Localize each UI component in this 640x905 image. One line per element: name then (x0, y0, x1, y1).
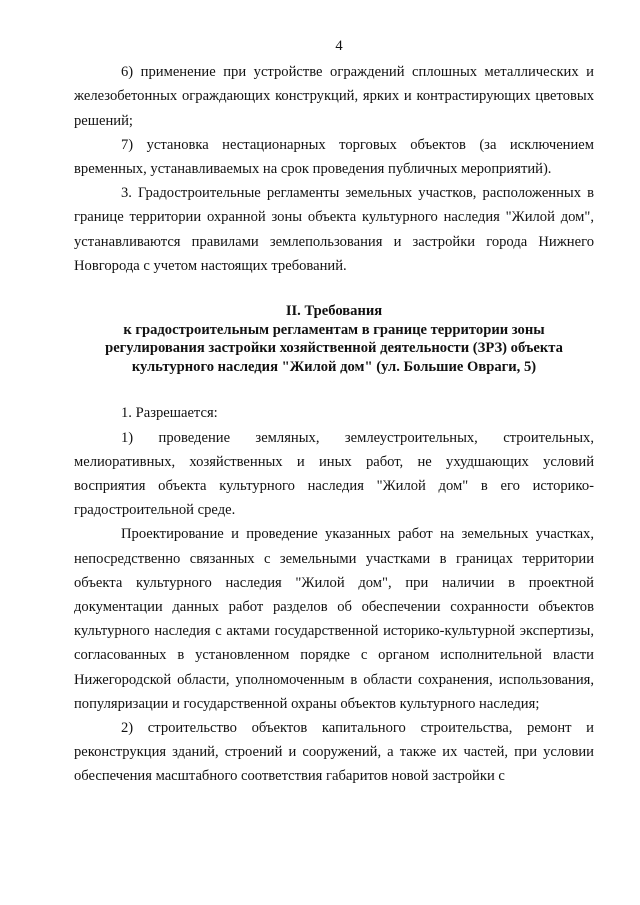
paragraph-item-2: 2) строительство объектов капитального строительства, ремонт и реконструкция зданий, строений и сооружений, а также их частей, при условии обеспечения масштабного соответствия габаритов новой застройки с (74, 720, 594, 785)
paragraph-clause-3: 3. Градостроительные регламенты земельных участков, расположенных в границе территории охранной зоны объекта культурного наследия "Жилой дом", устанавливаются правилами землепользования и застройки города Нижнего Новгорода с учетом настоящих требований. (74, 185, 594, 274)
paragraph-permitted: 1. Разрешается: (121, 405, 218, 422)
paragraph-item-6: 6) применение при устройстве ограждений сплошных металлических и железобетонных ограждающих конструкций, ярких и контрастирующих цветовых решений; (74, 64, 594, 129)
paragraph-item-7: 7) установка нестационарных торговых объектов (за исключением временных, устанавливаемых на срок проведения публичных мероприятий). (74, 136, 594, 178)
paragraph-item-1: 1) проведение земляных, землеустроительных, строительных, мелиоративных, хозяйственных и иных работ, не ухудшающих условий восприятия объекта культурного наследия "Жилой дом" в его историко-градостроительной среде. (74, 429, 594, 519)
page-number: 4 (335, 38, 343, 54)
section-heading (74, 302, 594, 376)
paragraph-design-works: Проектирование и проведение указанных работ на земельных участках, непосредственно связанных с земельными участками в границах территории объекта культурного наследия "Жилой дом", при наличии в проектной документации данных работ разделов об обеспечении сохранности объектов культурного наследия с актами государственной историко-культурной экспертизы, согласованных в установленном порядке с органом исполнительной власти Нижегородской области, уполномоченным в области сохранения, использования, популяризации и государственной охраны объектов культурного наследия; (74, 526, 594, 712)
heading-line-title: II. Требования (285, 303, 383, 320)
heading-line: регулирования застройки хозяйственной деятельности (ЗРЗ) объекта (105, 340, 563, 357)
heading-line: культурного наследия "Жилой дом" (ул. Большие Овраги, 5) (131, 358, 537, 375)
heading-line: к градостроительным регламентам в границе территории зоны (123, 321, 545, 338)
